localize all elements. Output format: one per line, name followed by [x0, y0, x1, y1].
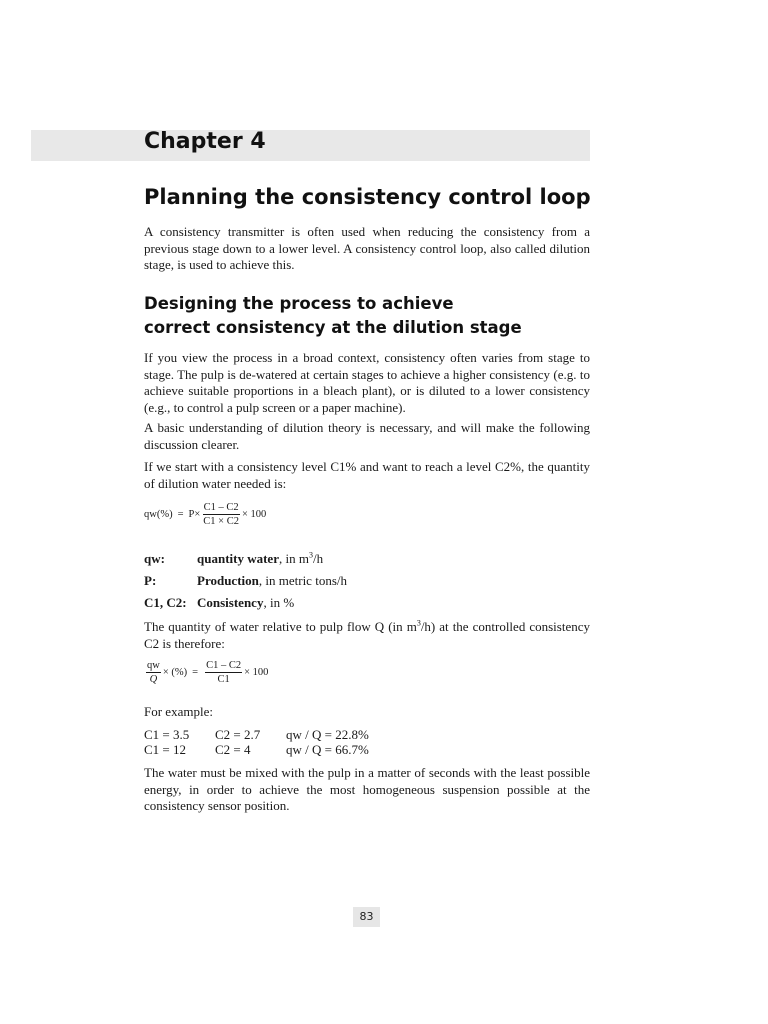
definition-term: qw:	[144, 551, 165, 566]
example-row	[144, 727, 444, 742]
definition-rest-post: /h	[312, 551, 324, 566]
definition-superscript: 3	[308, 550, 313, 560]
definition-rest: , in metric tons/h	[258, 573, 347, 588]
formula-fraction	[202, 502, 240, 527]
intro-paragraph: A consistency transmitter is often used when reducing the consistency from a previous stage down to a lower level. A consistency control loop, also called dilution stage, is used to achieve this.	[144, 224, 590, 272]
formula-relative-flow	[144, 660, 268, 685]
example-c1: C1 = 12	[144, 742, 187, 757]
paragraph-relative-flow	[144, 619, 590, 652]
definition-term: P:	[144, 573, 157, 588]
definition-row	[144, 595, 590, 617]
formula-denominator: C1 × C2	[203, 516, 239, 527]
formula-denominator: C1	[217, 674, 230, 685]
definition-row	[144, 551, 590, 573]
formula-equals: =	[177, 509, 184, 520]
relative-text-pre: The quantity of water relative to pulp flow Q (in m	[144, 619, 417, 634]
example-row	[144, 742, 444, 757]
formula-numerator: C1 – C2	[203, 502, 239, 513]
page-number: 83	[353, 907, 380, 927]
definition-description	[197, 551, 323, 567]
example-ratio: qw / Q = 66.7%	[286, 742, 369, 757]
example-c1: C1 = 3.5	[144, 727, 190, 742]
example-c2: C2 = 2.7	[215, 727, 261, 742]
chapter-label: Chapter 4	[144, 129, 266, 154]
page-title: Planning the consistency control loop	[144, 185, 591, 209]
formula-lhs-numerator: qw	[147, 660, 160, 671]
paragraph-process-context: If you view the process in a broad context, consistency often varies from stage to stage. The pulp is de-watered at certain stages to achieve a higher consistency (e.g. to achieve suitable proportions in a bleach plant), or is diluted to a lower consistency (e.g., to control a pulp screen or a paper machine).	[144, 350, 590, 415]
relative-superscript: 3	[416, 618, 421, 628]
relative-text-post: /h) at the controlled consistency C2 is therefore:	[144, 619, 591, 651]
definition-bold: Consistency	[197, 595, 264, 610]
examples-table	[144, 727, 444, 757]
example-intro: For example:	[144, 704, 213, 719]
formula-numerator: C1 – C2	[206, 660, 242, 671]
definition-bold: Production	[197, 573, 259, 588]
definition-bold: quantity water	[197, 551, 279, 566]
formula-lhs: qw(%)	[144, 509, 173, 520]
paragraph-dilution-water: If we start with a consistency level C1% and want to reach a level C2%, the quantity of dilution water needed is:	[144, 459, 590, 491]
formula-fraction	[205, 660, 242, 685]
chapter-header-band	[31, 130, 590, 161]
formula-times-100: × 100	[241, 509, 267, 520]
formula-lhs-fraction	[146, 660, 161, 685]
example-c2: C2 = 4	[215, 742, 251, 757]
definition-term: C1, C2:	[144, 595, 187, 610]
formula-lhs-denominator: Q	[149, 674, 158, 685]
definition-rest: , in m	[278, 551, 309, 566]
formula-lhs-suffix: × (%)	[162, 667, 188, 678]
formula-production-symbol: P	[188, 509, 195, 520]
section-heading-line: Designing the process to achieve	[144, 294, 454, 313]
paragraph-dilution-theory: A basic understanding of dilution theory is necessary, and will make the following discussion clearer.	[144, 420, 590, 452]
section-heading-line: correct consistency at the dilution stage	[144, 318, 522, 337]
section-heading	[144, 292, 590, 340]
definition-rest: , in %	[263, 595, 295, 610]
formula-dilution-water	[144, 502, 266, 527]
example-ratio: qw / Q = 22.8%	[286, 727, 369, 742]
definition-description	[197, 595, 294, 611]
closing-paragraph: The water must be mixed with the pulp in a matter of seconds with the least possible energy, in order to achieve the most homogeneous suspension possible at the consistency sensor position.	[144, 765, 590, 813]
formula-times: ×	[194, 509, 201, 520]
definition-description	[197, 573, 347, 589]
definition-list	[144, 551, 590, 617]
formula-equals: =	[192, 667, 199, 678]
formula-times-100: × 100	[244, 667, 269, 678]
definition-row	[144, 573, 590, 595]
